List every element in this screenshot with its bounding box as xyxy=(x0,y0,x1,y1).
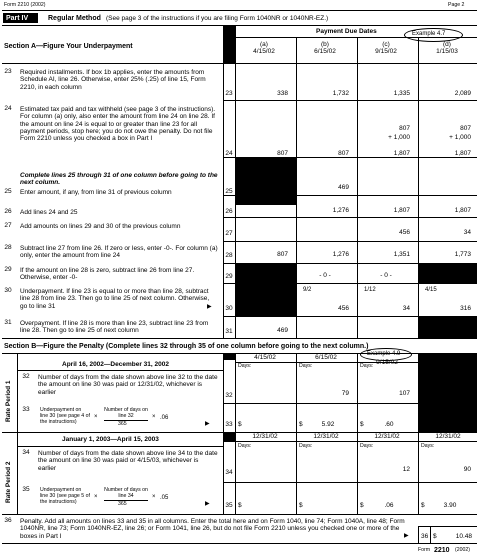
line-33-b: 5.92 xyxy=(321,421,335,428)
line-23-text: Required installments. If box 1b applies, enter the amounts from Schedule AI, line 26. Otherwise, enter 25% (.25) of line 15, Form 2210, in each column xyxy=(20,69,206,91)
rule-34 xyxy=(223,482,477,483)
section-a-title: Section A—Figure Your Underpayment xyxy=(4,43,133,50)
col-a-letter: (a) xyxy=(260,41,268,48)
shade-a-29 xyxy=(236,263,296,283)
line-23-num: 23 xyxy=(4,68,12,75)
line-34-c: 12 xyxy=(402,466,410,473)
b-col-line-b xyxy=(296,353,297,514)
line-28-num: 28 xyxy=(4,244,12,251)
rp1-date-c: 9/15/02 xyxy=(376,359,398,366)
line-36-dollar: $ xyxy=(433,533,437,540)
line-28-c: 1,351 xyxy=(393,251,410,258)
line-26-box: 26 xyxy=(225,208,233,215)
line-34-days-c: Days: xyxy=(360,443,374,449)
section-a-shade xyxy=(223,26,235,63)
col-line-d xyxy=(418,37,419,338)
line-26-text: Add lines 24 and 25 xyxy=(20,209,78,216)
line-34-days-a: Days: xyxy=(238,443,252,449)
line-35-dollar-c: $ xyxy=(360,502,364,509)
line-23-b: 1,732 xyxy=(332,90,349,97)
line-35-dollar-d: $ xyxy=(421,502,425,509)
due-dates-label: Payment Due Dates xyxy=(316,28,377,35)
rp2-shade-num-head xyxy=(223,432,235,441)
line-24-c-extra1: 807 xyxy=(399,125,410,132)
rule-27 xyxy=(223,241,477,242)
line-26-d: 1,807 xyxy=(454,207,471,214)
b-col-line-c xyxy=(357,353,358,514)
line-29-box: 29 xyxy=(225,273,233,280)
shade-a-25-27 xyxy=(236,157,296,205)
rp1-period: April 16, 2002—December 31, 2002 xyxy=(62,361,169,368)
line-30-num: 30 xyxy=(4,287,12,294)
line-33-rate: .06 xyxy=(160,415,169,421)
part-rule xyxy=(2,25,477,26)
rp1-period-rule xyxy=(17,370,223,371)
line-30-box: 30 xyxy=(225,305,233,312)
line-35-dollar-b: $ xyxy=(299,502,303,509)
col-c-letter: (c) xyxy=(382,41,390,48)
line-33-c: .60 xyxy=(384,421,394,428)
line-30-b: 456 xyxy=(338,305,349,312)
line-35-div: 365 xyxy=(118,501,127,507)
line-36-value: 10.48 xyxy=(455,533,472,540)
rp1-date-b: 6/15/02 xyxy=(315,354,337,361)
line-24-a: 807 xyxy=(277,150,288,157)
line-35-mid: Number of days on line 34 xyxy=(104,487,148,499)
line-28-box: 28 xyxy=(225,252,233,259)
part-title: Regular Method xyxy=(48,15,101,22)
rp1-date-a: 4/15/02 xyxy=(254,354,276,361)
line-31-a: 469 xyxy=(277,327,288,334)
line-32-days-a: Days: xyxy=(238,363,252,369)
part-subtitle: (See page 3 of the instructions if you are filing Form 1040NR or 1040NR-EZ.) xyxy=(106,14,329,22)
footer-form-label: Form xyxy=(418,547,431,553)
line-30-d: 316 xyxy=(460,305,471,312)
line-33-dollar-a: $ xyxy=(238,421,242,428)
rp2-period: January 1, 2003—April 15, 2003 xyxy=(62,436,159,443)
line-29-text: If the amount on line 28 is zero, subtract line 26 from line 27. Otherwise, enter -0- xyxy=(20,267,195,282)
rule-30 xyxy=(223,316,477,317)
line-26-num: 26 xyxy=(4,208,12,215)
line-34-d: 90 xyxy=(463,466,471,473)
footer-year: (2002) xyxy=(455,547,470,553)
line-27-num: 27 xyxy=(4,222,12,229)
line-23-d: 2,089 xyxy=(454,90,471,97)
line-31-num: 31 xyxy=(4,319,12,326)
line-32-days-b: Days: xyxy=(299,363,313,369)
line-35-box: 35 xyxy=(225,502,233,509)
line-24-text: Estimated tax paid and tax withheld (see page 3 of the instructions). For column (a) only, also enter the amount from line 24 on line 28. If the amount on line 24 is equal to or greater than line 23 for all payment periods, stop here; you do not owe the penalty. Do not file Form 2210 unless you checked a box in Part I xyxy=(20,106,216,143)
line-33-div: 365 xyxy=(118,421,127,427)
line-23-c: 1,335 xyxy=(393,90,410,97)
line-34-days-b: Days: xyxy=(299,443,313,449)
line-33-times1: × xyxy=(94,414,98,420)
section-b-rule xyxy=(2,353,477,354)
line-25-box: 25 xyxy=(225,188,233,195)
col-b-date: 6/15/02 xyxy=(314,48,336,55)
rp2-period-rule xyxy=(17,446,223,447)
line-24-d-extra1: 807 xyxy=(460,125,471,132)
rule-24 xyxy=(223,157,477,158)
line-30-arrow-icon: ▶ xyxy=(207,304,212,310)
line-30-date-d: 4/15 xyxy=(425,287,437,293)
due-dates-rule xyxy=(235,37,477,38)
line-30-text: Underpayment. If line 23 is equal to or more than line 28, subtract line 28 from line 23. Then go to line 25 of next column. Otherwise, go to line 31 xyxy=(20,288,210,310)
line-36-arrow-icon: ▶ xyxy=(404,533,409,539)
col-line-num xyxy=(223,26,224,338)
part-label: Part IV xyxy=(6,15,29,22)
line-35-d: 3.90 xyxy=(443,502,457,509)
rp2-divider xyxy=(17,432,18,514)
rp1-label: Rate Period 1 xyxy=(5,380,12,422)
line-27-c: 456 xyxy=(399,229,410,236)
line-36-box-top xyxy=(418,526,477,527)
line-23-box: 23 xyxy=(225,90,233,97)
b-col-line-a xyxy=(235,353,236,514)
line-24-c-extra2: + 1,000 xyxy=(388,134,410,141)
line-33-dollar-c: $ xyxy=(360,421,364,428)
line-29-num: 29 xyxy=(4,266,12,273)
line-24-b: 807 xyxy=(338,150,349,157)
line-31-text: Overpayment. If line 28 is more than line 23, subtract line 23 from line 28. Then go to line 25 of next column xyxy=(20,320,209,335)
b-shade-num-head xyxy=(223,353,235,360)
line-30-date-b: 9/2 xyxy=(303,287,312,293)
line-35-dollar-a: $ xyxy=(238,502,242,509)
line-26-b: 1,276 xyxy=(332,207,349,214)
rp1-divider xyxy=(17,353,18,432)
line-25-text: Enter amount, if any, from line 31 of previous column xyxy=(20,189,172,196)
line-33-dollar-b: $ xyxy=(299,421,303,428)
line-33-box: 33 xyxy=(225,421,233,428)
line-31-box: 31 xyxy=(225,328,233,335)
line-32-b: 79 xyxy=(341,390,349,397)
line-35-times2: × xyxy=(152,494,156,500)
form-ref: Form 2210 (2002) xyxy=(4,2,46,8)
rp2-date-a: 12/31/02 xyxy=(252,433,278,440)
line-35-arrow-icon: ▶ xyxy=(205,501,210,507)
line-35-left: Underpayment on line 30 (see page 5 of the instructions) xyxy=(40,487,90,505)
line-25-b: 469 xyxy=(338,184,349,191)
rp2-label: Rate Period 2 xyxy=(5,461,12,503)
section-a-head-rule xyxy=(2,63,477,64)
line-36-num: 36 xyxy=(4,517,12,524)
line-36-box-right xyxy=(430,526,431,543)
page-number: Page 2 xyxy=(448,2,465,8)
rp2-date-rule xyxy=(223,441,477,442)
line-36-box: 36 xyxy=(421,533,429,540)
line-33-num: 33 xyxy=(22,406,30,413)
line-32-num: 32 xyxy=(22,373,30,380)
rule-26 xyxy=(223,217,477,218)
line-27-text: Add amounts on lines 29 and 30 of the previous column xyxy=(20,223,181,230)
line-29-b: - 0 - xyxy=(319,272,331,279)
col-c-date: 9/15/02 xyxy=(375,48,397,55)
rp1-end-rule xyxy=(2,432,477,433)
line-34-box: 34 xyxy=(225,469,233,476)
line-24-emph: Complete lines 25 through 31 of one column before going to the next column. xyxy=(20,172,218,187)
rule-25 xyxy=(223,195,477,196)
line-35-rate: .05 xyxy=(160,495,169,501)
rule-23 xyxy=(223,100,477,101)
line-24-d: 1,807 xyxy=(454,150,471,157)
line-36-text: Penalty. Add all amounts on lines 33 and 35 in all columns. Enter the total here and on Form 1040, line 74; Form 1040A, line 48; Form 1040NR, line 73; Form 1040NR-EZ, line 26; or Form 1041, line 26, but do not file Form 2210 unless you checked one or more of the boxes in Part I xyxy=(20,518,405,540)
line-35-times1: × xyxy=(94,494,98,500)
col-b-letter: (b) xyxy=(321,41,329,48)
top-rule xyxy=(2,10,477,11)
col-a-date: 4/15/02 xyxy=(253,48,275,55)
line-33-times2: × xyxy=(152,414,156,420)
line-32-days-c: Days: xyxy=(360,363,374,369)
rule-32 xyxy=(223,403,418,404)
rule-29 xyxy=(223,283,477,284)
line-32-text: Number of days from the date shown above line 32 to the date the amount on line 30 was paid or 12/31/02, whichever is earlier xyxy=(38,374,218,396)
rp2-end-rule xyxy=(2,514,477,515)
line-26-c: 1,807 xyxy=(393,207,410,214)
col-line-b xyxy=(296,37,297,338)
footer-form-num: 2210 xyxy=(434,547,450,554)
line-24-d-extra2: + 1,000 xyxy=(449,134,471,141)
line-28-b: 1,276 xyxy=(332,251,349,258)
col-d-letter: (d) xyxy=(443,41,451,48)
col-d-date: 1/15/03 xyxy=(436,48,458,55)
line-32-c: 107 xyxy=(399,390,410,397)
line-33-mid: Number of days on line 32 xyxy=(104,407,148,419)
line-35-c: .06 xyxy=(384,502,394,509)
line-33-arrow-icon: ▶ xyxy=(205,421,210,427)
line-32-box: 32 xyxy=(225,392,233,399)
shade-a-30 xyxy=(236,283,296,316)
rp2-date-d: 12/31/02 xyxy=(435,433,461,440)
col-line-c xyxy=(357,37,358,338)
rp2-date-c: 12/31/02 xyxy=(374,433,400,440)
line-29-c: - 0 - xyxy=(380,272,392,279)
line-24-num: 24 xyxy=(4,105,12,112)
rp1-date-rule xyxy=(235,362,418,363)
line-24-c: 1,807 xyxy=(393,150,410,157)
shade-d-29 xyxy=(419,263,477,283)
line-33-left: Underpayment on line 30 (see page 4 of the instructions) xyxy=(40,407,90,425)
line-27-d: 34 xyxy=(463,229,471,236)
line-28-text: Subtract line 27 from line 26. If zero or less, enter -0-. For column (a) only, enter the amount from line 24 xyxy=(20,245,218,260)
line-34-num: 34 xyxy=(22,449,30,456)
line-23-a: 338 xyxy=(277,90,288,97)
line-36-box-left xyxy=(418,526,419,543)
line-24-box: 24 xyxy=(225,150,233,157)
line-28-d: 1,773 xyxy=(454,251,471,258)
line-25-num: 25 xyxy=(4,188,12,195)
annotation-a: Example 4.7 xyxy=(412,31,446,37)
line-27-box: 27 xyxy=(225,230,233,237)
section-a-end-rule xyxy=(2,338,477,339)
rule-28 xyxy=(223,263,477,264)
section-b-title: Section B—Figure the Penalty (Complete lines 32 through 35 of one column before going to the next column.) xyxy=(4,343,369,350)
line-28-a: 807 xyxy=(277,251,288,258)
line-30-c: 34 xyxy=(402,305,410,312)
line-35-num: 35 xyxy=(22,486,30,493)
rp2-date-b: 12/31/02 xyxy=(313,433,339,440)
line-34-text: Number of days from the date shown above line 34 to the date the amount on line 30 was paid or 4/15/03, whichever is earlier xyxy=(38,450,218,472)
line-30-date-c: 1/12 xyxy=(364,287,376,293)
bottom-rule xyxy=(2,543,477,544)
shade-d-31 xyxy=(419,316,477,338)
b-shade-d-rp1 xyxy=(419,353,477,432)
line-34-days-d: Days: xyxy=(421,443,435,449)
annotation-b: Example 4.9 xyxy=(367,350,401,357)
